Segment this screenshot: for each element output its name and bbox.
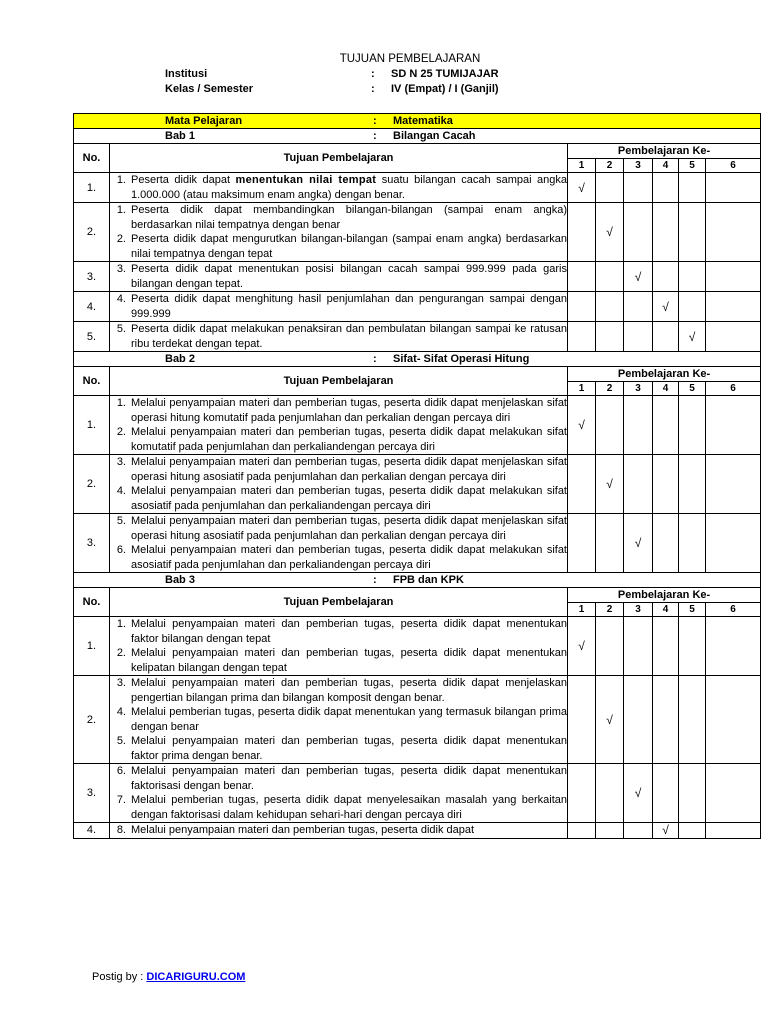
empty-cell	[596, 322, 624, 352]
table-row	[74, 292, 761, 322]
kelas-row	[165, 83, 499, 95]
item-number: 7.	[116, 794, 126, 806]
chapter-title: Sifat- Sifat Operasi Hitung	[393, 353, 530, 365]
empty-cell	[596, 292, 624, 322]
row-number: 4.	[74, 823, 110, 839]
empty-cell	[624, 823, 653, 839]
table-row	[74, 514, 761, 573]
empty-cell	[596, 514, 624, 573]
empty-cell	[706, 676, 761, 764]
objective-item	[110, 705, 567, 734]
empty-cell	[624, 396, 653, 455]
objective-cell	[110, 676, 568, 764]
check-mark: √	[624, 514, 653, 573]
empty-cell	[653, 203, 679, 262]
header-num: 2	[596, 159, 624, 173]
empty-cell	[706, 764, 761, 823]
item-number: 1.	[116, 204, 126, 216]
item-number: 5.	[116, 323, 126, 335]
table-row	[74, 676, 761, 764]
item-text-post: suatu bilangan cacah sampai angka 1.000.000 (atau maksimum enam angka) dengan benar.	[131, 174, 567, 201]
empty-cell	[679, 764, 706, 823]
colon: :	[373, 353, 377, 365]
header-no: No.	[74, 367, 110, 396]
objective-item	[110, 484, 567, 513]
item-text: Melalui penyampaian materi dan pemberian tugas, peserta didik dapat menentukan faktor prima dengan benar.	[131, 735, 567, 762]
empty-cell	[596, 173, 624, 203]
empty-cell	[653, 676, 679, 764]
chapter-title: FPB dan KPK	[393, 574, 464, 586]
empty-cell	[568, 203, 596, 262]
empty-cell	[679, 203, 706, 262]
empty-cell	[679, 292, 706, 322]
header-no: No.	[74, 588, 110, 617]
item-text: Melalui penyampaian materi dan pemberian tugas, peserta didik dapat	[131, 824, 475, 836]
objective-item	[110, 455, 567, 484]
empty-cell	[706, 617, 761, 676]
table-row	[74, 322, 761, 352]
header-num: 5	[679, 159, 706, 173]
check-mark: √	[568, 396, 596, 455]
objective-item	[110, 823, 567, 838]
header-num: 4	[653, 382, 679, 396]
objective-cell	[110, 396, 568, 455]
empty-cell	[706, 455, 761, 514]
header-tujuan: Tujuan Pembelajaran	[110, 367, 568, 396]
table-row	[74, 203, 761, 262]
item-number: 6.	[116, 765, 126, 777]
empty-cell	[653, 262, 679, 292]
check-mark: √	[679, 322, 706, 352]
objective-item	[110, 793, 567, 822]
chapter-label: Bab 3	[165, 574, 195, 586]
empty-cell	[568, 823, 596, 839]
header-num: 3	[624, 382, 653, 396]
item-text: Melalui penyampaian materi dan pemberian tugas, peserta didik dapat menjelaskan sifat operasi hitung komutatif pada penjumlahan dan perkalian dengan percaya diri	[131, 397, 567, 424]
objective-item	[110, 173, 567, 202]
header-num: 6	[706, 159, 761, 173]
objective-item	[110, 617, 567, 646]
empty-cell	[596, 823, 624, 839]
chapter-title: Bilangan Cacah	[393, 130, 476, 142]
header-num: 5	[679, 382, 706, 396]
table-row	[74, 823, 761, 839]
item-text: Melalui penyampaian materi dan pemberian tugas, peserta didik dapat menjelaskan pengertian bilangan prima dan bilangan komposit dengan benar.	[131, 677, 567, 704]
item-number: 3.	[116, 456, 126, 468]
item-text: Peserta didik dapat mengurutkan bilangan-bilangan (sampai enam angka) berdasarkan nilai tempatnya dengan tepat	[131, 233, 567, 260]
item-text: Melalui penyampaian materi dan pemberian tugas, peserta didik dapat melakukan sifat asosiatif pada penjumlahan dan perkaliandengan percaya diri	[131, 485, 567, 512]
colon: :	[373, 115, 377, 127]
table-row	[74, 617, 761, 676]
header-pembelajaran: Pembelajaran Ke-	[568, 144, 761, 159]
header-num: 3	[624, 159, 653, 173]
chapter-cell	[74, 573, 761, 588]
empty-cell	[596, 764, 624, 823]
check-mark: √	[624, 262, 653, 292]
header-num: 3	[624, 603, 653, 617]
row-number: 2.	[74, 455, 110, 514]
subject-value: Matematika	[393, 115, 453, 127]
item-text: Melalui penyampaian materi dan pemberian tugas, peserta didik dapat menentukan faktor bilangan dengan tepat	[131, 618, 567, 645]
item-text: Melalui penyampaian materi dan pemberian tugas, peserta didik dapat melakukan sifat asosiatif pada penjumlahan dan perkaliandengan percaya diri	[131, 544, 567, 571]
chapter-row	[74, 129, 761, 144]
empty-cell	[679, 514, 706, 573]
empty-cell	[596, 396, 624, 455]
check-mark: √	[568, 617, 596, 676]
objective-item	[110, 543, 567, 572]
check-mark: √	[653, 292, 679, 322]
empty-cell	[624, 173, 653, 203]
table-row	[74, 455, 761, 514]
objective-cell	[110, 455, 568, 514]
header-num: 5	[679, 603, 706, 617]
chapter-label: Bab 1	[165, 130, 195, 142]
colon: :	[371, 68, 375, 80]
empty-cell	[679, 823, 706, 839]
row-number: 1.	[74, 173, 110, 203]
chapter-row	[74, 352, 761, 367]
item-text	[131, 173, 567, 202]
empty-cell	[706, 262, 761, 292]
document-title: TUJUAN PEMBELAJARAN	[339, 53, 481, 65]
empty-cell	[653, 514, 679, 573]
row-number: 3.	[74, 262, 110, 292]
row-number: 4.	[74, 292, 110, 322]
header-num: 4	[653, 159, 679, 173]
row-number: 2.	[74, 203, 110, 262]
header-num: 1	[568, 382, 596, 396]
table-row	[74, 173, 761, 203]
colon: :	[373, 130, 377, 142]
empty-cell	[706, 292, 761, 322]
empty-cell	[596, 617, 624, 676]
empty-cell	[568, 676, 596, 764]
item-text: Peserta didik dapat menentukan posisi bilangan cacah sampai 999.999 pada garis bilangan dengan tepat.	[131, 263, 567, 290]
institusi-label: Institusi	[165, 68, 208, 80]
item-text: Melalui penyampaian materi dan pemberian tugas, peserta didik dapat melakukan sifat komutatif pada penjumlahan dan perkaliandengan percaya diri	[131, 426, 567, 453]
empty-cell	[653, 173, 679, 203]
header-tujuan: Tujuan Pembelajaran	[110, 144, 568, 173]
empty-cell	[679, 455, 706, 514]
footer-prefix: Postig by :	[92, 971, 147, 983]
objective-cell	[110, 514, 568, 573]
empty-cell	[624, 455, 653, 514]
objective-cell	[110, 292, 568, 322]
item-number: 5.	[116, 735, 126, 747]
item-number: 2.	[116, 233, 126, 245]
footer	[92, 971, 245, 983]
empty-cell	[706, 396, 761, 455]
check-mark: √	[568, 173, 596, 203]
row-number: 3.	[74, 764, 110, 823]
header-num: 6	[706, 382, 761, 396]
table-header-row	[74, 367, 761, 382]
objective-item	[110, 734, 567, 763]
objective-item	[110, 396, 567, 425]
empty-cell	[679, 396, 706, 455]
kelas-label: Kelas / Semester	[165, 83, 254, 95]
footer-link[interactable]: DICARIGURU.COM	[146, 971, 246, 983]
item-number: 6.	[116, 544, 126, 556]
item-text: Melalui penyampaian materi dan pemberian tugas, peserta didik dapat menentukan faktorisasi dengan benar.	[131, 765, 567, 792]
empty-cell	[624, 203, 653, 262]
kelas-value: IV (Empat) / I (Ganjil)	[391, 83, 499, 95]
institusi-row	[165, 68, 499, 80]
row-number: 1.	[74, 396, 110, 455]
check-mark: √	[596, 203, 624, 262]
chapter-row	[74, 573, 761, 588]
empty-cell	[679, 676, 706, 764]
row-number: 2.	[74, 676, 110, 764]
empty-cell	[568, 455, 596, 514]
objective-item	[110, 425, 567, 454]
item-text: Melalui penyampaian materi dan pemberian tugas, peserta didik dapat menjelaskan sifat operasi hitung asosiatif pada penjumlahan dan perkalian dengan percaya diri	[131, 456, 567, 483]
objective-item	[110, 514, 567, 543]
item-number: 3.	[116, 677, 126, 689]
item-number: 3.	[116, 263, 126, 275]
empty-cell	[568, 514, 596, 573]
objective-item	[110, 292, 567, 321]
check-mark: √	[596, 676, 624, 764]
item-number: 1.	[116, 174, 126, 186]
item-text: Melalui pemberian tugas, peserta didik dapat menyelesaikan masalah yang berkaitan dengan faktorisasi dalam kehidupan sehari-hari dengan percaya diri	[131, 794, 567, 821]
objective-item	[110, 232, 567, 261]
header-num: 1	[568, 159, 596, 173]
table-row	[74, 396, 761, 455]
objective-cell	[110, 764, 568, 823]
empty-cell	[706, 823, 761, 839]
row-number: 3.	[74, 514, 110, 573]
colon: :	[371, 83, 375, 95]
empty-cell	[653, 396, 679, 455]
empty-cell	[653, 617, 679, 676]
table-header-row	[74, 588, 761, 603]
item-text-bold: menentukan nilai tempat	[235, 174, 377, 186]
header-num: 6	[706, 603, 761, 617]
row-number: 5.	[74, 322, 110, 352]
objective-item	[110, 203, 567, 232]
item-number: 8.	[116, 824, 126, 836]
item-text: Melalui pemberian tugas, peserta didik dapat menentukan yang termasuk bilangan prima dengan benar	[131, 706, 567, 733]
table-row	[74, 262, 761, 292]
item-number: 1.	[116, 618, 126, 630]
item-text-pre: Peserta didik dapat	[131, 174, 236, 186]
item-number: 2.	[116, 647, 126, 659]
objective-item	[110, 676, 567, 705]
subject-row	[74, 114, 761, 129]
objective-cell	[110, 262, 568, 292]
objective-cell	[110, 617, 568, 676]
empty-cell	[679, 262, 706, 292]
objective-cell	[110, 173, 568, 203]
objective-item	[110, 646, 567, 675]
item-number: 4.	[116, 706, 126, 718]
header-num: 2	[596, 603, 624, 617]
empty-cell	[653, 764, 679, 823]
header-num: 2	[596, 382, 624, 396]
empty-cell	[653, 322, 679, 352]
header-num: 1	[568, 603, 596, 617]
check-mark: √	[596, 455, 624, 514]
row-number: 1.	[74, 617, 110, 676]
empty-cell	[624, 292, 653, 322]
chapter-cell	[74, 129, 761, 144]
empty-cell	[706, 173, 761, 203]
objective-cell	[110, 823, 568, 839]
empty-cell	[624, 676, 653, 764]
empty-cell	[624, 617, 653, 676]
header-tujuan: Tujuan Pembelajaran	[110, 588, 568, 617]
check-mark: √	[653, 823, 679, 839]
empty-cell	[706, 203, 761, 262]
item-number: 1.	[116, 397, 126, 409]
chapter-cell	[74, 352, 761, 367]
header-pembelajaran: Pembelajaran Ke-	[568, 367, 761, 382]
empty-cell	[568, 322, 596, 352]
colon: :	[373, 574, 377, 586]
item-number: 2.	[116, 426, 126, 438]
objective-cell	[110, 203, 568, 262]
item-text: Peserta didik dapat menghitung hasil penjumlahan dan pengurangan sampai dengan 999.999	[131, 293, 567, 320]
item-number: 5.	[116, 515, 126, 527]
empty-cell	[624, 322, 653, 352]
item-number: 4.	[116, 485, 126, 497]
empty-cell	[679, 173, 706, 203]
objective-item	[110, 764, 567, 793]
item-text: Peserta didik dapat membandingkan bilangan-bilangan (sampai enam angka) berdasarkan nilai tempatnya dengan benar	[131, 204, 567, 231]
objective-item	[110, 262, 567, 291]
objective-item	[110, 322, 567, 351]
empty-cell	[706, 514, 761, 573]
item-text: Melalui penyampaian materi dan pemberian tugas, peserta didik dapat menjelaskan sifat operasi hitung asosiatif pada penjumlahan dan perkalian dengan percaya diri	[131, 515, 567, 542]
objective-cell	[110, 322, 568, 352]
item-number: 4.	[116, 293, 126, 305]
empty-cell	[653, 455, 679, 514]
empty-cell	[596, 262, 624, 292]
empty-cell	[679, 617, 706, 676]
objectives-table	[73, 113, 761, 839]
table-header-row	[74, 144, 761, 159]
empty-cell	[568, 292, 596, 322]
check-mark: √	[624, 764, 653, 823]
item-text: Melalui penyampaian materi dan pemberian tugas, peserta didik dapat menentukan kelipatan bilangan dengan tepat	[131, 647, 567, 674]
table-row	[74, 764, 761, 823]
chapter-label: Bab 2	[165, 353, 195, 365]
item-text: Peserta didik dapat melakukan penaksiran dan pembulatan bilangan sampai ke ratusan ribu terdekat dengan tepat.	[131, 323, 567, 350]
header-no: No.	[74, 144, 110, 173]
empty-cell	[568, 262, 596, 292]
header-num: 4	[653, 603, 679, 617]
subject-label: Mata Pelajaran	[165, 115, 243, 127]
empty-cell	[568, 764, 596, 823]
empty-cell	[706, 322, 761, 352]
header-pembelajaran: Pembelajaran Ke-	[568, 588, 761, 603]
institusi-value: SD N 25 TUMIJAJAR	[391, 68, 499, 80]
